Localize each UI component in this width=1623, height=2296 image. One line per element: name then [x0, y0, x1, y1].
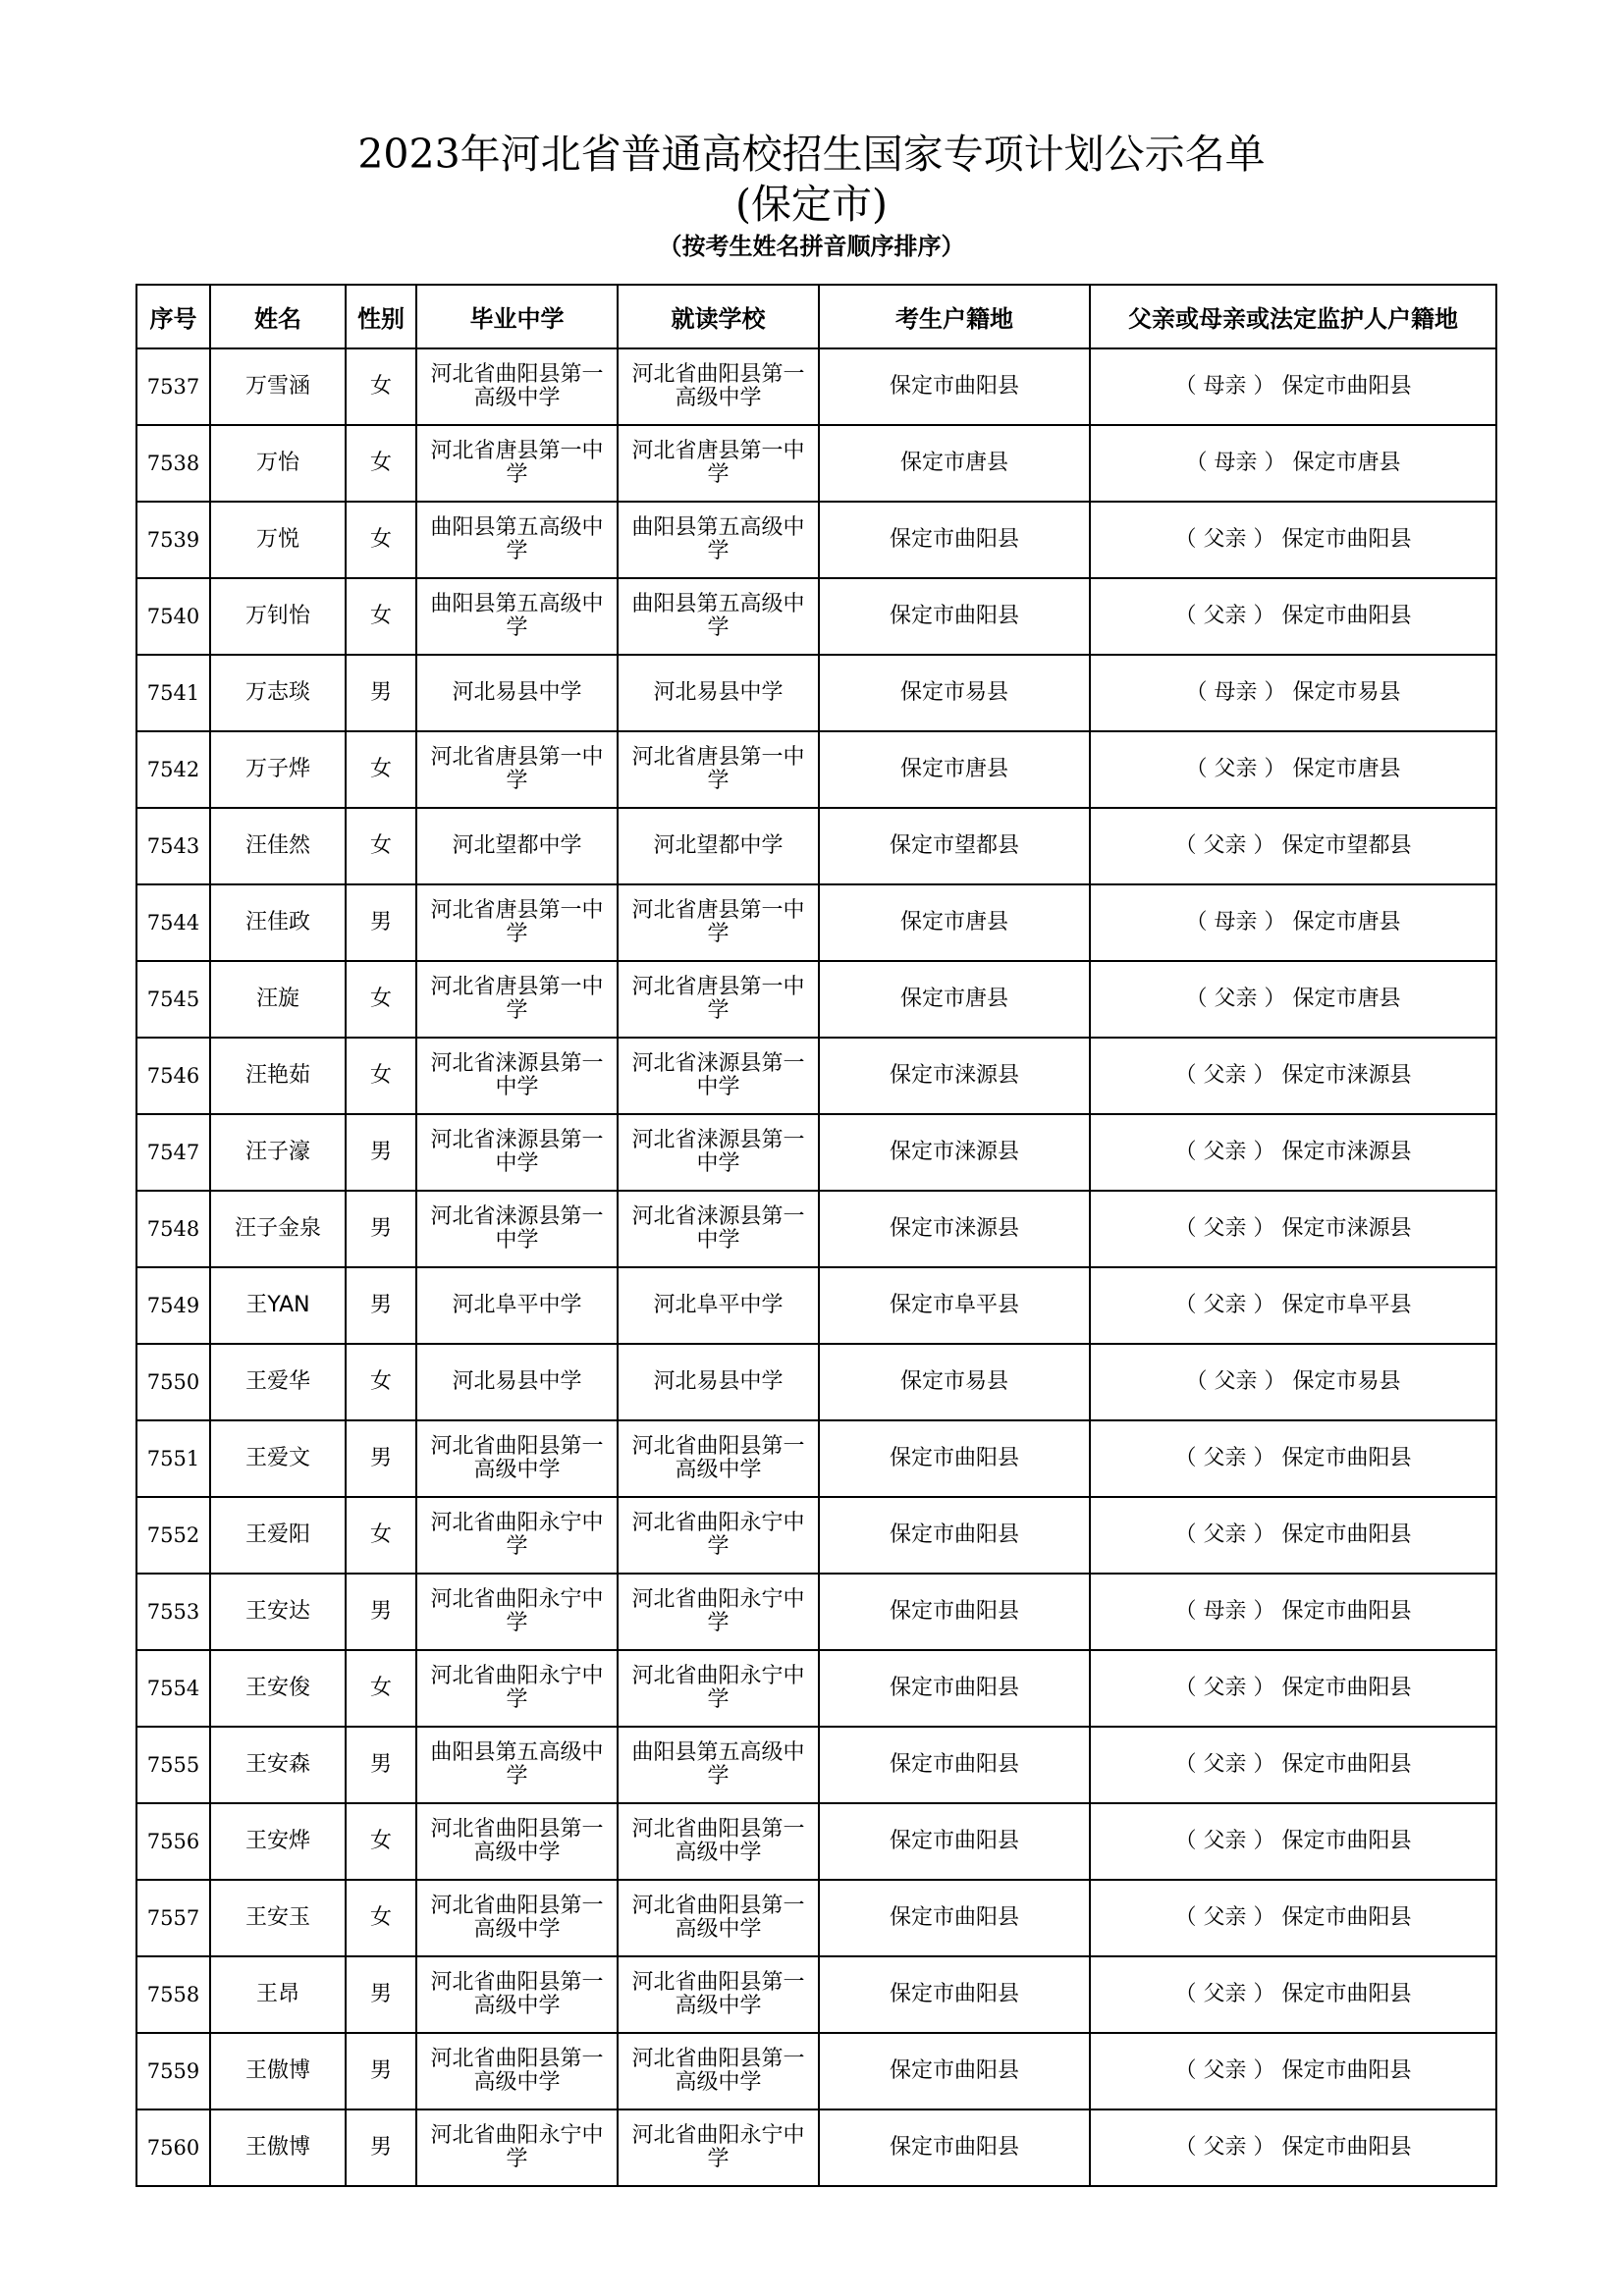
cell-residence: 保定市唐县: [819, 731, 1090, 808]
page-subtitle: (保定市): [735, 181, 888, 228]
cell-name: 万怡: [210, 425, 346, 502]
cell-grad-school: 河北省曲阳永宁中学: [416, 1574, 618, 1650]
cell-grad-school: 河北省涞源县第一中学: [416, 1191, 618, 1267]
cell-residence: 保定市曲阳县: [819, 578, 1090, 655]
cell-study-school: 河北省唐县第一中学: [618, 731, 819, 808]
cell-guardian-residence: （ 父亲 ） 保定市曲阳县: [1090, 1727, 1496, 1803]
cell-no: 7557: [136, 1880, 210, 1956]
page-title: 2023年河北省普通高校招生国家专项计划公示名单: [357, 131, 1266, 178]
cell-grad-school: 河北省唐县第一中学: [416, 731, 618, 808]
cell-grad-school: 河北省曲阳县第一高级中学: [416, 1803, 618, 1880]
cell-study-school: 河北阜平中学: [618, 1267, 819, 1344]
table-row: [136, 1344, 1496, 1420]
table-row: [136, 1574, 1496, 1650]
table-row: [136, 1497, 1496, 1574]
cell-no: 7546: [136, 1038, 210, 1114]
cell-study-school: 河北省曲阳永宁中学: [618, 2109, 819, 2186]
table-row: [136, 1880, 1496, 1956]
cell-guardian-residence: （ 父亲 ） 保定市曲阳县: [1090, 1650, 1496, 1727]
cell-study-school: 河北省曲阳永宁中学: [618, 1497, 819, 1574]
cell-study-school: 河北省涞源县第一中学: [618, 1114, 819, 1191]
table-row: [136, 425, 1496, 502]
cell-name: 王安森: [210, 1727, 346, 1803]
cell-gender: 男: [346, 1574, 416, 1650]
cell-gender: 男: [346, 1267, 416, 1344]
cell-residence: 保定市曲阳县: [819, 1497, 1090, 1574]
cell-guardian-residence: （ 父亲 ） 保定市唐县: [1090, 731, 1496, 808]
cell-name: 汪子濠: [210, 1114, 346, 1191]
cell-name: 王安达: [210, 1574, 346, 1650]
cell-name: 汪旋: [210, 961, 346, 1038]
cell-study-school: 河北省曲阳县第一高级中学: [618, 348, 819, 425]
cell-study-school: 河北省曲阳县第一高级中学: [618, 1803, 819, 1880]
cell-grad-school: 曲阳县第五高级中学: [416, 502, 618, 578]
cell-guardian-residence: （ 母亲 ） 保定市唐县: [1090, 425, 1496, 502]
cell-guardian-residence: （ 父亲 ） 保定市曲阳县: [1090, 1803, 1496, 1880]
cell-name: 王安烨: [210, 1803, 346, 1880]
cell-study-school: 河北易县中学: [618, 655, 819, 731]
cell-study-school: 曲阳县第五高级中学: [618, 502, 819, 578]
cell-name: 万雪涵: [210, 348, 346, 425]
cell-name: 汪佳政: [210, 884, 346, 961]
cell-name: 王安玉: [210, 1880, 346, 1956]
cell-grad-school: 河北易县中学: [416, 655, 618, 731]
cell-name: 汪子金泉: [210, 1191, 346, 1267]
column-header-grad-school: 毕业中学: [416, 285, 618, 348]
cell-gender: 男: [346, 1420, 416, 1497]
column-header-no: 序号: [136, 285, 210, 348]
cell-residence: 保定市曲阳县: [819, 2033, 1090, 2109]
table-row: [136, 655, 1496, 731]
cell-name: 王昂: [210, 1956, 346, 2033]
cell-no: 7539: [136, 502, 210, 578]
cell-grad-school: 曲阳县第五高级中学: [416, 1727, 618, 1803]
cell-grad-school: 河北易县中学: [416, 1344, 618, 1420]
cell-guardian-residence: （ 父亲 ） 保定市唐县: [1090, 961, 1496, 1038]
cell-residence: 保定市唐县: [819, 884, 1090, 961]
cell-study-school: 河北省曲阳县第一高级中学: [618, 1956, 819, 2033]
cell-study-school: 河北省曲阳县第一高级中学: [618, 1880, 819, 1956]
cell-guardian-residence: （ 父亲 ） 保定市望都县: [1090, 808, 1496, 884]
cell-no: 7556: [136, 1803, 210, 1880]
cell-no: 7547: [136, 1114, 210, 1191]
cell-study-school: 河北省唐县第一中学: [618, 961, 819, 1038]
cell-name: 汪艳茹: [210, 1038, 346, 1114]
cell-no: 7544: [136, 884, 210, 961]
cell-grad-school: 河北省曲阳县第一高级中学: [416, 1956, 618, 2033]
cell-grad-school: 河北省涞源县第一中学: [416, 1114, 618, 1191]
table-row: [136, 1267, 1496, 1344]
table-row: [136, 1038, 1496, 1114]
cell-no: 7542: [136, 731, 210, 808]
table-row: [136, 348, 1496, 425]
cell-guardian-residence: （ 父亲 ） 保定市阜平县: [1090, 1267, 1496, 1344]
table-row: [136, 2033, 1496, 2109]
cell-guardian-residence: （ 父亲 ） 保定市曲阳县: [1090, 578, 1496, 655]
table-row: [136, 1114, 1496, 1191]
applicant-table: [135, 284, 1497, 2187]
cell-grad-school: 河北省曲阳县第一高级中学: [416, 1880, 618, 1956]
cell-guardian-residence: （ 父亲 ） 保定市曲阳县: [1090, 502, 1496, 578]
cell-study-school: 河北省曲阳县第一高级中学: [618, 1420, 819, 1497]
cell-grad-school: 河北省曲阳永宁中学: [416, 2109, 618, 2186]
cell-gender: 男: [346, 1956, 416, 2033]
table-row: [136, 808, 1496, 884]
cell-guardian-residence: （ 母亲 ） 保定市曲阳县: [1090, 348, 1496, 425]
cell-no: 7560: [136, 2109, 210, 2186]
table-row: [136, 884, 1496, 961]
cell-name: 王傲博: [210, 2109, 346, 2186]
cell-gender: 女: [346, 731, 416, 808]
table-row: [136, 578, 1496, 655]
cell-no: 7551: [136, 1420, 210, 1497]
cell-study-school: 河北易县中学: [618, 1344, 819, 1420]
cell-gender: 女: [346, 348, 416, 425]
cell-name: 万钊怡: [210, 578, 346, 655]
cell-no: 7552: [136, 1497, 210, 1574]
cell-grad-school: 河北阜平中学: [416, 1267, 618, 1344]
cell-name: 王安俊: [210, 1650, 346, 1727]
cell-guardian-residence: （ 父亲 ） 保定市曲阳县: [1090, 2109, 1496, 2186]
cell-guardian-residence: （ 母亲 ） 保定市易县: [1090, 655, 1496, 731]
cell-residence: 保定市曲阳县: [819, 1803, 1090, 1880]
cell-no: 7537: [136, 348, 210, 425]
cell-gender: 女: [346, 1497, 416, 1574]
cell-name: 万志琰: [210, 655, 346, 731]
table-row: [136, 1727, 1496, 1803]
cell-gender: 男: [346, 884, 416, 961]
cell-no: 7558: [136, 1956, 210, 2033]
cell-residence: 保定市唐县: [819, 961, 1090, 1038]
table-row: [136, 2109, 1496, 2186]
cell-residence: 保定市阜平县: [819, 1267, 1090, 1344]
cell-residence: 保定市曲阳县: [819, 1880, 1090, 1956]
cell-guardian-residence: （ 父亲 ） 保定市曲阳县: [1090, 1880, 1496, 1956]
cell-grad-school: 河北省唐县第一中学: [416, 884, 618, 961]
table-row: [136, 502, 1496, 578]
cell-grad-school: 河北省曲阳永宁中学: [416, 1497, 618, 1574]
cell-gender: 女: [346, 808, 416, 884]
column-header-gender: 性别: [346, 285, 416, 348]
cell-no: 7541: [136, 655, 210, 731]
cell-gender: 男: [346, 1114, 416, 1191]
cell-name: 王傲博: [210, 2033, 346, 2109]
cell-no: 7550: [136, 1344, 210, 1420]
cell-residence: 保定市曲阳县: [819, 1956, 1090, 2033]
cell-residence: 保定市曲阳县: [819, 1650, 1090, 1727]
cell-residence: 保定市易县: [819, 1344, 1090, 1420]
cell-study-school: 河北望都中学: [618, 808, 819, 884]
cell-study-school: 河北省曲阳永宁中学: [618, 1574, 819, 1650]
cell-guardian-residence: （ 父亲 ） 保定市易县: [1090, 1344, 1496, 1420]
cell-gender: 女: [346, 425, 416, 502]
table-row: [136, 961, 1496, 1038]
cell-name: 万悦: [210, 502, 346, 578]
cell-guardian-residence: （ 父亲 ） 保定市涞源县: [1090, 1114, 1496, 1191]
cell-gender: 男: [346, 655, 416, 731]
cell-gender: 男: [346, 2033, 416, 2109]
cell-gender: 女: [346, 1803, 416, 1880]
cell-no: 7559: [136, 2033, 210, 2109]
cell-grad-school: 曲阳县第五高级中学: [416, 578, 618, 655]
cell-residence: 保定市唐县: [819, 425, 1090, 502]
table-row: [136, 1191, 1496, 1267]
cell-grad-school: 河北省曲阳县第一高级中学: [416, 348, 618, 425]
cell-name: 王YAN: [210, 1267, 346, 1344]
cell-gender: 女: [346, 1344, 416, 1420]
cell-residence: 保定市曲阳县: [819, 348, 1090, 425]
column-header-guardian-residence: 父亲或母亲或法定监护人户籍地: [1090, 285, 1496, 348]
cell-residence: 保定市曲阳县: [819, 502, 1090, 578]
cell-grad-school: 河北省曲阳县第一高级中学: [416, 2033, 618, 2109]
cell-study-school: 河北省涞源县第一中学: [618, 1191, 819, 1267]
cell-no: 7548: [136, 1191, 210, 1267]
cell-guardian-residence: （ 父亲 ） 保定市曲阳县: [1090, 1956, 1496, 2033]
cell-residence: 保定市曲阳县: [819, 1420, 1090, 1497]
cell-gender: 女: [346, 961, 416, 1038]
cell-residence: 保定市曲阳县: [819, 1574, 1090, 1650]
cell-no: 7555: [136, 1727, 210, 1803]
cell-guardian-residence: （ 父亲 ） 保定市涞源县: [1090, 1038, 1496, 1114]
cell-grad-school: 河北省曲阳永宁中学: [416, 1650, 618, 1727]
cell-guardian-residence: （ 母亲 ） 保定市唐县: [1090, 884, 1496, 961]
table-row: [136, 1956, 1496, 2033]
cell-study-school: 河北省唐县第一中学: [618, 425, 819, 502]
cell-grad-school: 河北省唐县第一中学: [416, 425, 618, 502]
cell-guardian-residence: （ 父亲 ） 保定市曲阳县: [1090, 2033, 1496, 2109]
cell-no: 7554: [136, 1650, 210, 1727]
cell-gender: 女: [346, 1038, 416, 1114]
cell-grad-school: 河北望都中学: [416, 808, 618, 884]
cell-guardian-residence: （ 父亲 ） 保定市曲阳县: [1090, 1497, 1496, 1574]
cell-guardian-residence: （ 父亲 ） 保定市涞源县: [1090, 1191, 1496, 1267]
cell-name: 王爱华: [210, 1344, 346, 1420]
cell-gender: 女: [346, 578, 416, 655]
cell-name: 汪佳然: [210, 808, 346, 884]
table-row: [136, 1420, 1496, 1497]
table-row: [136, 1803, 1496, 1880]
cell-no: 7549: [136, 1267, 210, 1344]
cell-study-school: 河北省曲阳县第一高级中学: [618, 2033, 819, 2109]
cell-gender: 男: [346, 1191, 416, 1267]
cell-study-school: 河北省涞源县第一中学: [618, 1038, 819, 1114]
cell-gender: 男: [346, 1727, 416, 1803]
table-row: [136, 731, 1496, 808]
cell-residence: 保定市曲阳县: [819, 2109, 1090, 2186]
cell-gender: 女: [346, 502, 416, 578]
cell-name: 万子烨: [210, 731, 346, 808]
cell-no: 7543: [136, 808, 210, 884]
cell-study-school: 河北省唐县第一中学: [618, 884, 819, 961]
cell-name: 王爱文: [210, 1420, 346, 1497]
cell-no: 7545: [136, 961, 210, 1038]
cell-study-school: 曲阳县第五高级中学: [618, 578, 819, 655]
cell-grad-school: 河北省涞源县第一中学: [416, 1038, 618, 1114]
cell-residence: 保定市曲阳县: [819, 1727, 1090, 1803]
column-header-name: 姓名: [210, 285, 346, 348]
cell-residence: 保定市望都县: [819, 808, 1090, 884]
cell-guardian-residence: （ 父亲 ） 保定市曲阳县: [1090, 1420, 1496, 1497]
table-header-row: [136, 285, 1496, 348]
cell-no: 7538: [136, 425, 210, 502]
cell-residence: 保定市涞源县: [819, 1114, 1090, 1191]
cell-no: 7540: [136, 578, 210, 655]
column-header-residence: 考生户籍地: [819, 285, 1090, 348]
cell-residence: 保定市易县: [819, 655, 1090, 731]
cell-study-school: 河北省曲阳永宁中学: [618, 1650, 819, 1727]
cell-grad-school: 河北省曲阳县第一高级中学: [416, 1420, 618, 1497]
sort-note: （按考生姓名拼音顺序排序）: [658, 233, 965, 260]
table-body: [136, 348, 1496, 2186]
column-header-study-school: 就读学校: [618, 285, 819, 348]
cell-gender: 女: [346, 1650, 416, 1727]
cell-name: 王爱阳: [210, 1497, 346, 1574]
cell-no: 7553: [136, 1574, 210, 1650]
cell-gender: 女: [346, 1880, 416, 1956]
cell-gender: 男: [346, 2109, 416, 2186]
cell-residence: 保定市涞源县: [819, 1038, 1090, 1114]
cell-residence: 保定市涞源县: [819, 1191, 1090, 1267]
table-row: [136, 1650, 1496, 1727]
cell-guardian-residence: （ 母亲 ） 保定市曲阳县: [1090, 1574, 1496, 1650]
cell-study-school: 曲阳县第五高级中学: [618, 1727, 819, 1803]
cell-grad-school: 河北省唐县第一中学: [416, 961, 618, 1038]
